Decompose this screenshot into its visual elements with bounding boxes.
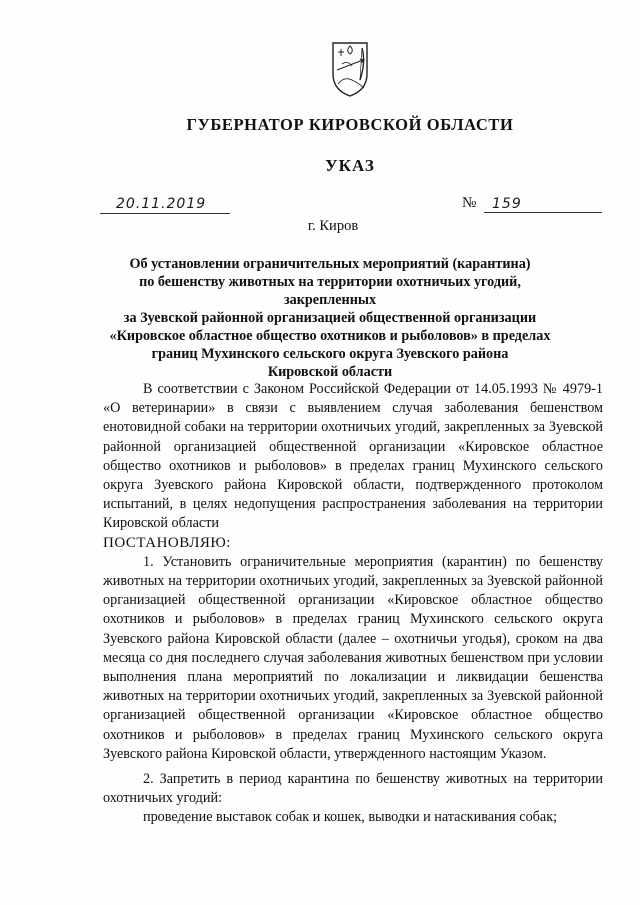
handwritten-date: 20.11.2019 [116,196,207,212]
item-2-paragraph: 2. Запретить в период карантина по бешенству животных на территории охотничьих угодий: [103,771,603,807]
item-2-subitem: проведение выставок собак и кошек, выводки и натаскивания собак; [143,809,558,826]
item-1-paragraph: 1. Установить ограничительные мероприятия (карантин) по бешенству животных на территории охотничьих угодий, закрепленных за Зуевской районной организацией общественной организации «Кировское областное общество охотников и рыболовов» в пределах границ Мухинского сельского округа Зуевского района Кировской области (далее – охотничьи угодья), сроком на два месяца со дня последнего случая заболевания животных бешенством при условии выполнения плана мероприятий по локализации и ликвидации бешенства животных на территории охотничьих угодий, закрепленных за Зуевской районной организацией общественной организации «Кировское областное общество охотников и рыболовов» в пределах границ Мухинского сельского округа Зуевского района Кировской области, утвержденного настоящим Указом. [103,553,603,762]
city: г. Киров [307,218,359,234]
document-type: УКАЗ [325,156,375,175]
issuing-authority: ГУБЕРНАТОР КИРОВСКОЙ ОБЛАСТИ [186,115,514,134]
decree-word: ПОСТАНОВЛЯЮ: [103,534,231,551]
preamble-paragraph: В соответствии с Законом Российской Федерации от 14.05.1993 № 4979-1 «О ветеринарии» в связи с выявлением случая заболевания бешенством енотовидной собаки на территории охотничьих угодий, закрепленных за Зуевской районной организацией общественной организации «Кировское областное общество охотников и рыболовов» в пределах границ Мухинского сельского округа Зуевского района Кировской области, подтвержденного протоколом испытаний, в целях недопущения распространения заболевания на территории Кировской области [103,381,603,532]
title-line: «Кировское областное общество охотников и рыболовов» в пределах [109,328,551,344]
number-underline [484,212,602,213]
title-line: Кировской области [267,364,393,380]
number-field [462,193,602,213]
kirov-coat-of-arms-icon [330,40,370,98]
title-line: по бешенству животных на территории охотничьих угодий, закрепленных [139,274,521,308]
number-label: № [462,195,477,211]
title-line: Об установлении ограничительных мероприятий (карантина) [129,256,531,272]
handwritten-number: 159 [492,196,522,212]
title-line: за Зуевской районной организацией общественной организации [123,310,537,326]
decree-title [95,255,565,381]
title-line: границ Мухинского сельского округа Зуевского района [151,346,509,362]
decree-body [103,380,603,828]
date-field [100,193,230,214]
